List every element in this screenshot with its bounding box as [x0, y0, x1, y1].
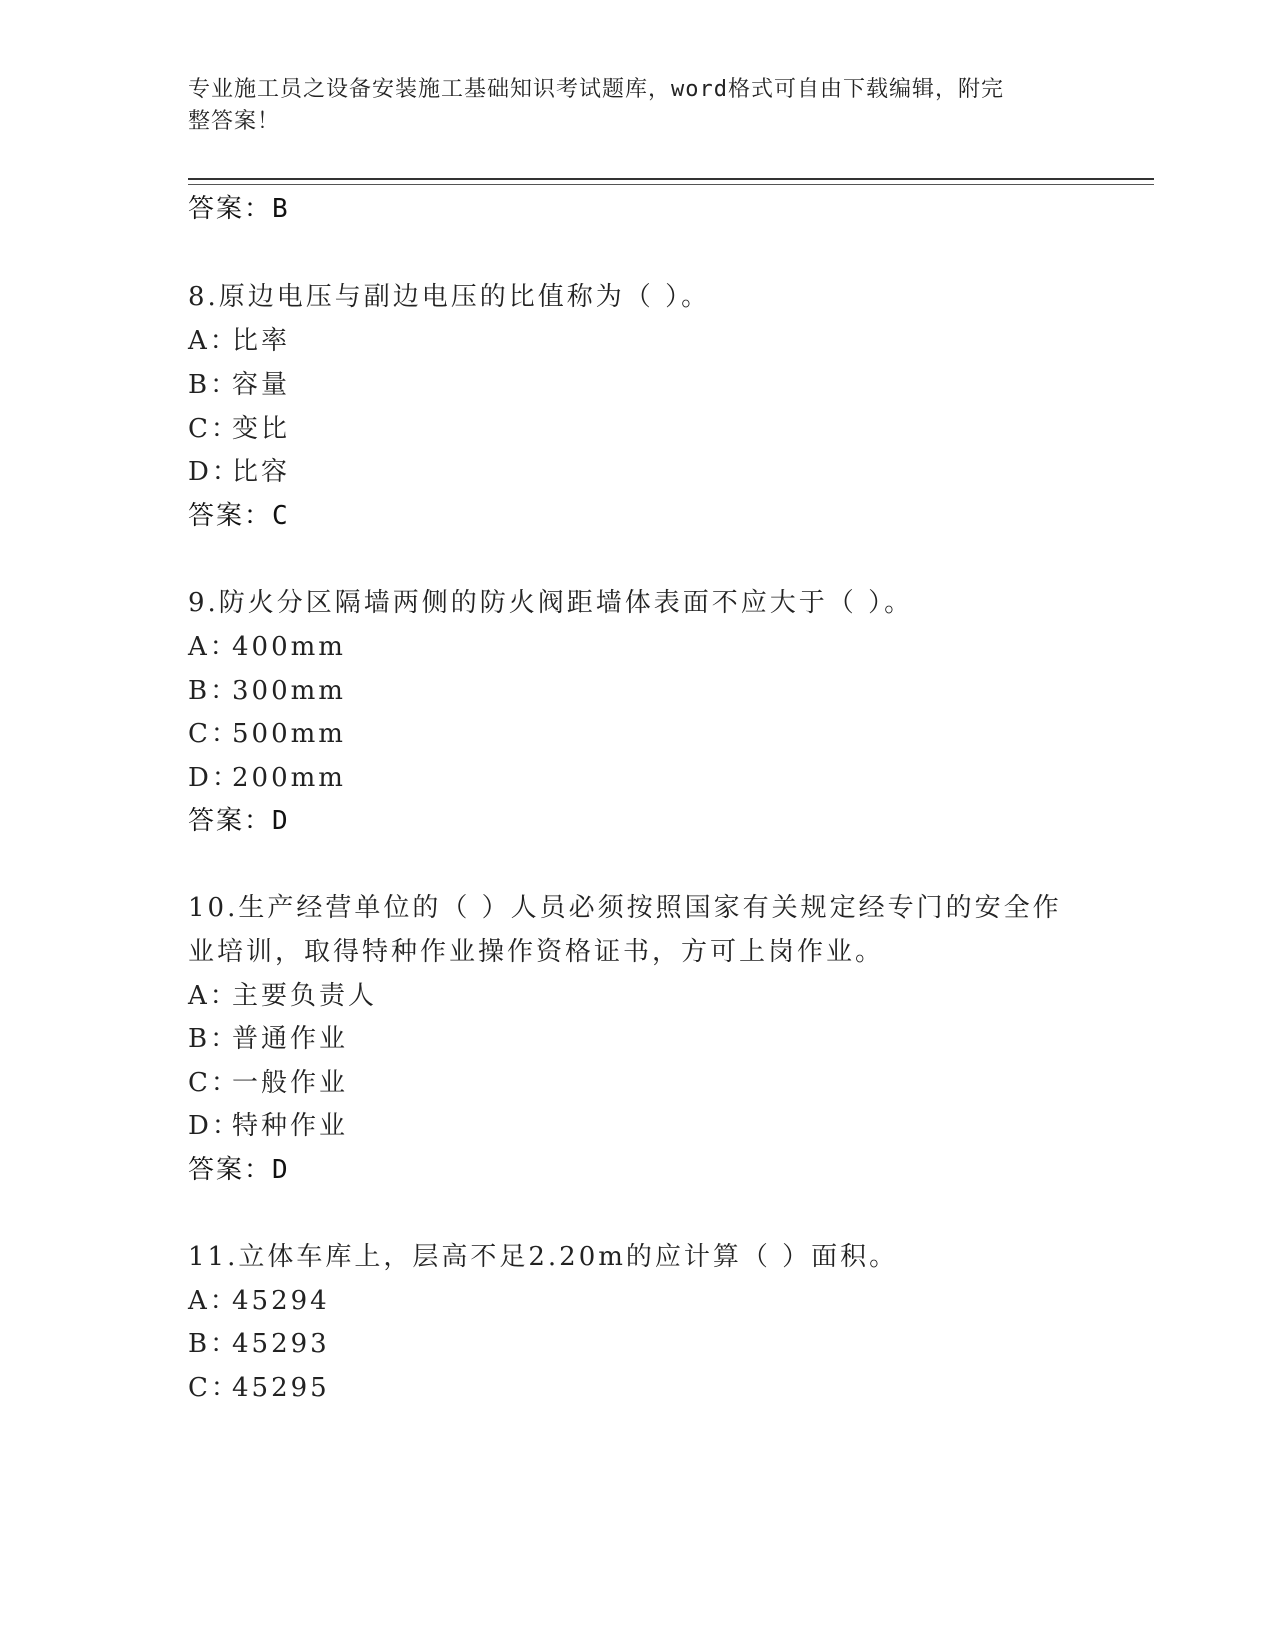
option-a: [188, 320, 290, 357]
option-key: B：: [188, 1024, 240, 1054]
option-key: B：: [188, 1329, 240, 1359]
option-text: 45294: [232, 1286, 330, 1316]
answer-line: 答案：D: [188, 1155, 290, 1185]
answer-line: 答案：C: [188, 501, 290, 531]
option-text: 主要负责人: [232, 981, 378, 1011]
option-key: C：: [188, 1068, 240, 1098]
option-a: [188, 975, 377, 1012]
option-a: [188, 1280, 330, 1317]
option-d: [188, 451, 290, 488]
option-d: [188, 757, 346, 794]
option-key: D：: [188, 1111, 241, 1141]
option-key: A：: [188, 632, 239, 662]
option-c: [188, 713, 346, 750]
option-c: [188, 1367, 330, 1404]
option-text: 比容: [232, 457, 291, 487]
option-text: 特种作业: [232, 1111, 349, 1141]
option-text: 一般作业: [232, 1068, 349, 1098]
header-line-1: 专业施工员之设备安装施工基础知识考试题库，word格式可自由下载编辑，附完: [188, 77, 1004, 102]
header-divider-thick: [188, 178, 1154, 180]
option-text: 45295: [232, 1373, 330, 1403]
option-c: [188, 408, 290, 445]
option-text: 比率: [232, 326, 291, 356]
option-key: A：: [188, 981, 239, 1011]
option-d: [188, 1105, 348, 1142]
option-b: [188, 670, 346, 707]
option-text: 500mm: [232, 719, 346, 749]
option-c: [188, 1062, 348, 1099]
question-stem: 8.原边电压与副边电压的比值称为（ ）。: [188, 282, 711, 312]
option-text: 300mm: [232, 676, 346, 706]
answer-line: 答案：D: [188, 806, 290, 836]
option-text: 普通作业: [232, 1024, 349, 1054]
header-line-2: 整答案！: [188, 109, 281, 134]
option-b: [188, 1018, 348, 1055]
question-stem-line-1: 10.生产经营单位的（ ）人员必须按照国家有关规定经专门的安全作: [188, 893, 1062, 923]
option-b: [188, 364, 290, 401]
option-key: C：: [188, 414, 240, 444]
option-b: [188, 1323, 330, 1360]
question-stem: 11.立体车库上，层高不足2.20m的应计算（ ）面积。: [188, 1242, 899, 1272]
header-divider-thin: [188, 184, 1154, 185]
option-key: A：: [188, 326, 239, 356]
option-a: [188, 626, 346, 663]
option-key: A：: [188, 1286, 239, 1316]
question-stem-line-2: 业培训，取得特种作业操作资格证书，方可上岗作业。: [188, 937, 885, 967]
option-key: D：: [188, 763, 241, 793]
option-key: B：: [188, 370, 240, 400]
option-text: 400mm: [232, 632, 346, 662]
option-key: C：: [188, 719, 240, 749]
option-text: 容量: [232, 370, 291, 400]
document-header: [188, 74, 1068, 138]
option-key: D：: [188, 457, 241, 487]
answer-line: 答案：B: [188, 194, 290, 224]
option-text: 200mm: [232, 763, 346, 793]
option-key: B：: [188, 676, 240, 706]
question-stem: 9.防火分区隔墙两侧的防火阀距墙体表面不应大于（ ）。: [188, 588, 914, 618]
option-text: 45293: [232, 1329, 330, 1359]
option-text: 变比: [232, 414, 291, 444]
option-key: C：: [188, 1373, 240, 1403]
